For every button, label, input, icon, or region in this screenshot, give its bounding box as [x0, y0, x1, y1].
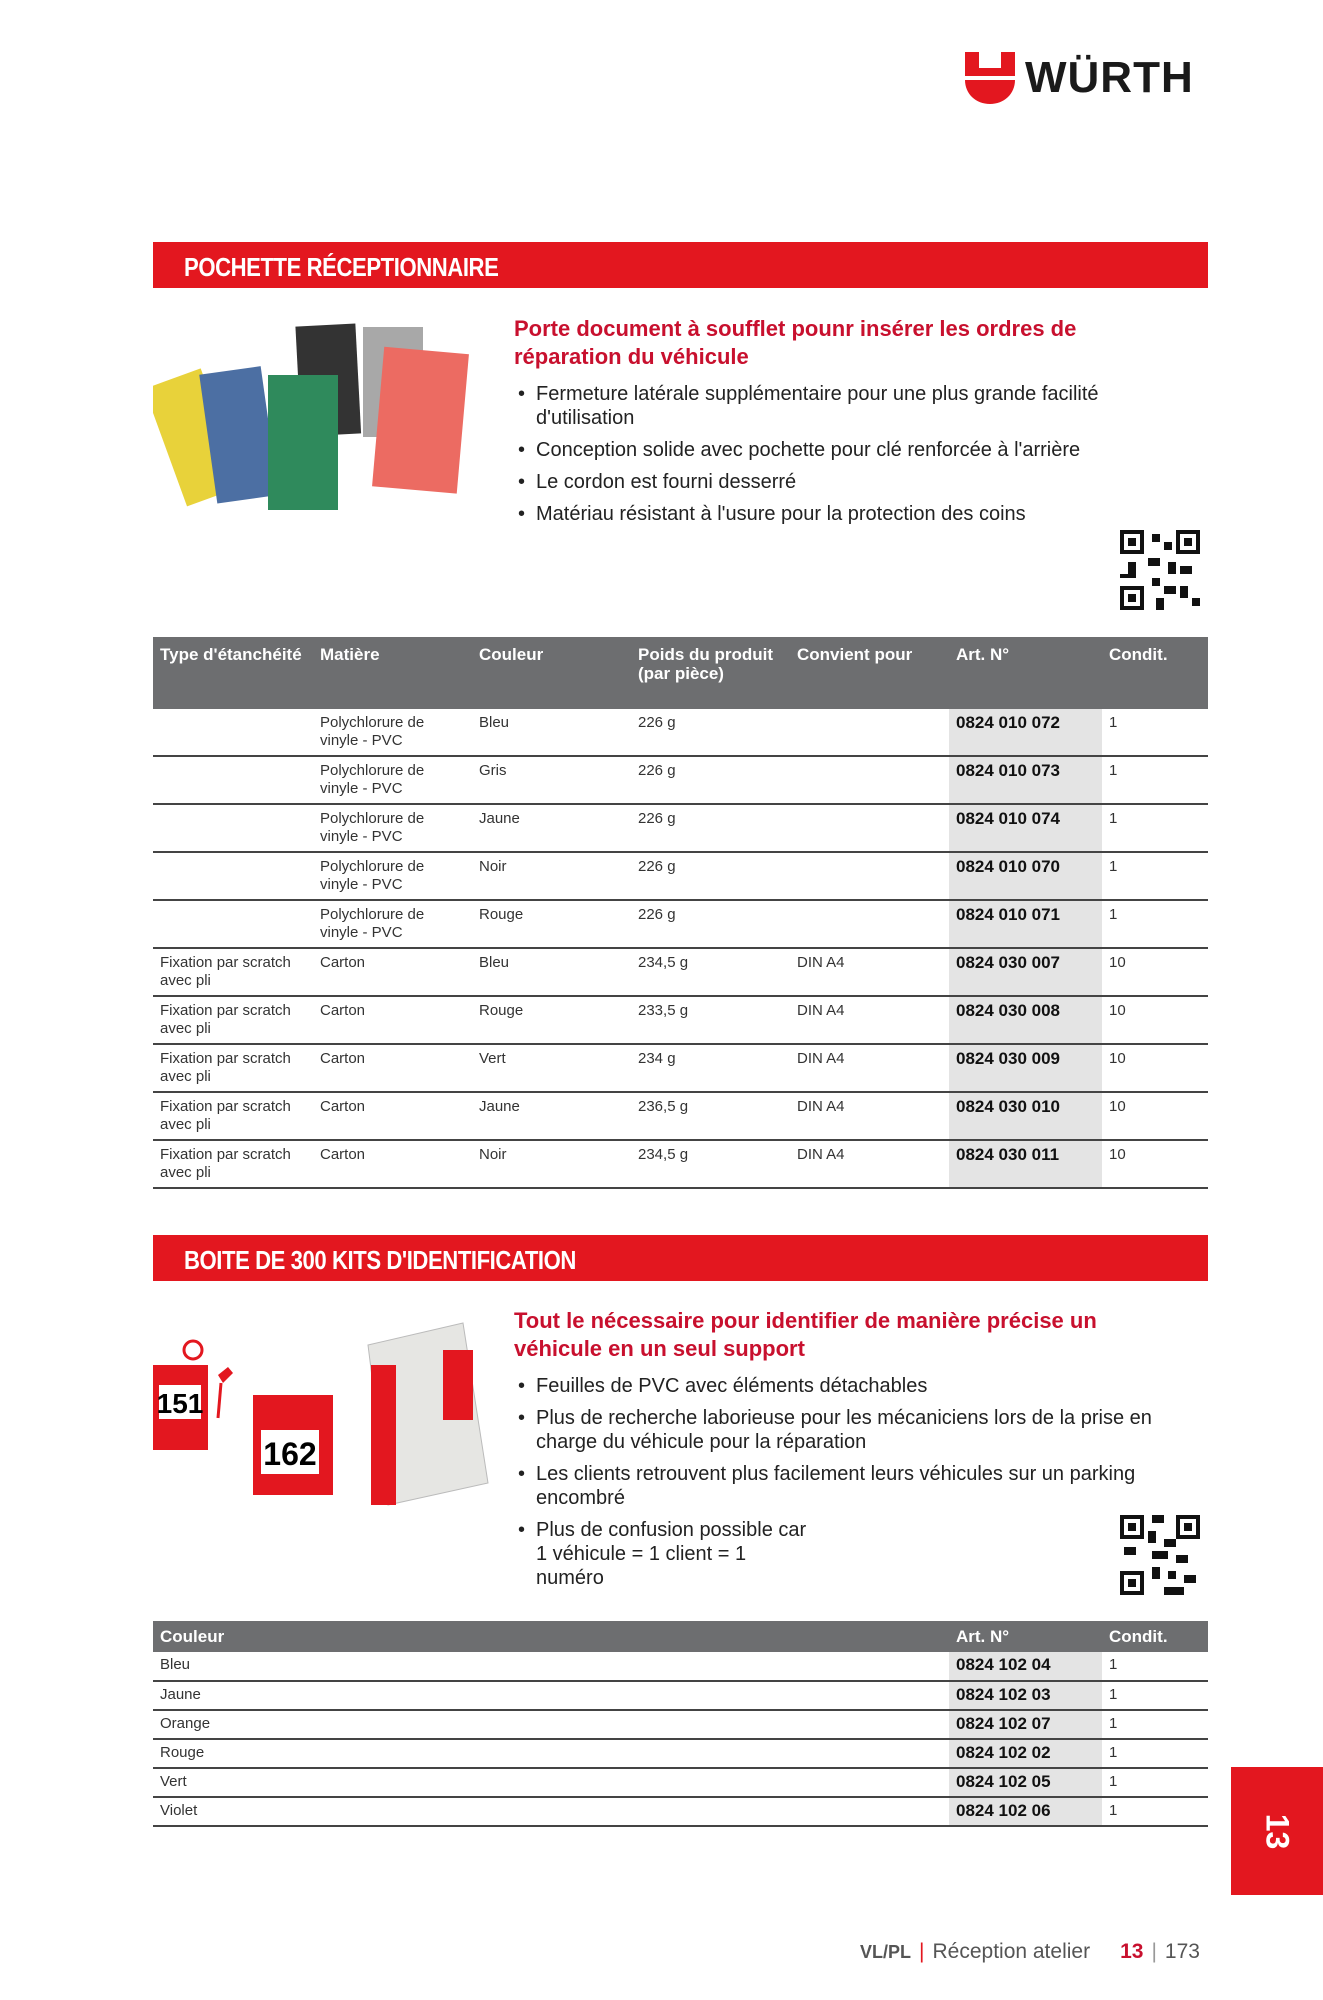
- table-cell: [790, 900, 949, 948]
- section-heading: Porte document à soufflet pounr insérer les ordres de réparation du véhicule: [514, 316, 1077, 369]
- article-number: 0824 102 03: [949, 1681, 1102, 1710]
- table-cell: Fixation par scratch avec pli: [153, 1092, 313, 1140]
- table-cell: Gris: [472, 756, 631, 804]
- table-cell: DIN A4: [790, 1044, 949, 1092]
- table-cell: 226 g: [631, 709, 790, 756]
- tag-number: 162: [263, 1436, 317, 1472]
- article-number: 0824 102 06: [949, 1797, 1102, 1826]
- table-row: [153, 1140, 1208, 1188]
- table-cell: Bleu: [472, 709, 631, 756]
- feature-item: • Plus de recherche laborieuse pour les mécaniciens lors de la prise en charge du véhicule pour la réparation: [518, 1406, 1158, 1454]
- article-number: 0824 030 011: [949, 1140, 1102, 1188]
- table-cell: 226 g: [631, 756, 790, 804]
- table-cell: [153, 900, 313, 948]
- table-cell: Jaune: [472, 1092, 631, 1140]
- table-cell: 1: [1102, 1652, 1208, 1681]
- table-cell: Fixation par scratch avec pli: [153, 1044, 313, 1092]
- table-cell: 10: [1102, 996, 1208, 1044]
- table-row: [153, 1092, 1208, 1140]
- table-cell: Fixation par scratch avec pli: [153, 948, 313, 996]
- table-cell: 10: [1102, 1044, 1208, 1092]
- feature-item: • Le cordon est fourni desserré: [518, 470, 1158, 494]
- footer-section: Réception atelier: [932, 1940, 1091, 1963]
- footer-separator: |: [919, 1940, 925, 1963]
- feature-item: • Matériau résistant à l'usure pour la protection des coins: [518, 502, 1158, 526]
- wurth-logo-mark: [965, 52, 1015, 104]
- table-cell: 234 g: [631, 1044, 790, 1092]
- table-cell: 1: [1102, 1710, 1208, 1739]
- article-number: 0824 010 073: [949, 756, 1102, 804]
- table-cell: Orange: [153, 1710, 949, 1739]
- article-number: 0824 010 072: [949, 709, 1102, 756]
- chapter-tab[interactable]: 13: [1231, 1767, 1323, 1895]
- table-cell: 10: [1102, 948, 1208, 996]
- article-number: 0824 102 07: [949, 1710, 1102, 1739]
- table-header: [153, 1621, 1208, 1652]
- column-header: Convient pour: [790, 637, 949, 709]
- table-cell: Noir: [472, 1140, 631, 1188]
- qr-code[interactable]: [1120, 1515, 1200, 1595]
- article-number: 0824 102 04: [949, 1652, 1102, 1681]
- table-cell: Jaune: [472, 804, 631, 852]
- page-footer: VL/PL | Réception atelier 13 | 173: [860, 1940, 1200, 1963]
- table-cell: DIN A4: [790, 1140, 949, 1188]
- feature-list: [518, 382, 1158, 534]
- article-number: 0824 030 008: [949, 996, 1102, 1044]
- column-header: Art. N°: [949, 1621, 1102, 1652]
- table-cell: Carton: [313, 948, 472, 996]
- table-row: [153, 1044, 1208, 1092]
- table-cell: Polychlorure de vinyle - PVC: [313, 852, 472, 900]
- table-cell: Rouge: [472, 996, 631, 1044]
- table-cell: 1: [1102, 1797, 1208, 1826]
- tag-number: 151: [156, 1388, 204, 1419]
- table-cell: 1: [1102, 756, 1208, 804]
- column-header: Poids du produit (par pièce): [631, 637, 790, 709]
- table-cell: 1: [1102, 1768, 1208, 1797]
- section-title-bar: POCHETTE RÉCEPTIONNAIRE: [153, 242, 1208, 288]
- section-heading: Tout le nécessaire pour identifier de manière précise un véhicule en un seul support: [514, 1308, 1097, 1361]
- table-cell: [153, 756, 313, 804]
- table-cell: Rouge: [153, 1739, 949, 1768]
- table-cell: [153, 852, 313, 900]
- table-cell: 1: [1102, 1681, 1208, 1710]
- table-row: [153, 1681, 1208, 1710]
- table-cell: DIN A4: [790, 1092, 949, 1140]
- table-row: [153, 709, 1208, 756]
- feature-item: • Plus de confusion possible car 1 véhicule = 1 client = 1 numéro: [518, 1518, 818, 1590]
- feature-item: • Fermeture latérale supplémentaire pour une plus grande facilité d'utilisation: [518, 382, 1158, 430]
- table-cell: [790, 804, 949, 852]
- feature-item: • Conception solide avec pochette pour clé renforcée à l'arrière: [518, 438, 1158, 462]
- table-cell: [790, 852, 949, 900]
- table-cell: Rouge: [472, 900, 631, 948]
- table-row: [153, 948, 1208, 996]
- table-cell: DIN A4: [790, 996, 949, 1044]
- article-number: 0824 030 009: [949, 1044, 1102, 1092]
- table-cell: [153, 709, 313, 756]
- article-number: 0824 102 02: [949, 1739, 1102, 1768]
- column-header: Type d'étanchéité: [153, 637, 313, 709]
- article-number: 0824 030 010: [949, 1092, 1102, 1140]
- table-cell: Polychlorure de vinyle - PVC: [313, 709, 472, 756]
- table-cell: Noir: [472, 852, 631, 900]
- column-header: Condit.: [1102, 1621, 1208, 1652]
- document-pouches-image: [153, 315, 490, 515]
- feature-list: [518, 1374, 1158, 1598]
- table-row: [153, 1797, 1208, 1826]
- article-number: 0824 010 071: [949, 900, 1102, 948]
- table-cell: 234,5 g: [631, 948, 790, 996]
- table-cell: 226 g: [631, 804, 790, 852]
- column-header: Couleur: [153, 1621, 949, 1652]
- article-number: 0824 010 070: [949, 852, 1102, 900]
- section-title-bar: BOITE DE 300 KITS D'IDENTIFICATION: [153, 1235, 1208, 1281]
- article-number: 0824 010 074: [949, 804, 1102, 852]
- table-cell: Bleu: [472, 948, 631, 996]
- table-cell: Vert: [153, 1768, 949, 1797]
- table-row: [153, 756, 1208, 804]
- table-row: [153, 900, 1208, 948]
- table-cell: Fixation par scratch avec pli: [153, 996, 313, 1044]
- article-number: 0824 102 05: [949, 1768, 1102, 1797]
- table-cell: 233,5 g: [631, 996, 790, 1044]
- table-cell: 234,5 g: [631, 1140, 790, 1188]
- column-header: Art. N°: [949, 637, 1102, 709]
- table-cell: Jaune: [153, 1681, 949, 1710]
- table-cell: 10: [1102, 1092, 1208, 1140]
- table-cell: Carton: [313, 1140, 472, 1188]
- column-header: Condit.: [1102, 637, 1208, 709]
- table-cell: [790, 756, 949, 804]
- feature-item: • Feuilles de PVC avec éléments détachables: [518, 1374, 1158, 1398]
- pochette-table: [153, 637, 1208, 1189]
- table-header: [153, 637, 1208, 709]
- table-cell: Vert: [472, 1044, 631, 1092]
- table-cell: 1: [1102, 852, 1208, 900]
- table-cell: Fixation par scratch avec pli: [153, 1140, 313, 1188]
- table-cell: 1: [1102, 900, 1208, 948]
- table-cell: Carton: [313, 1044, 472, 1092]
- table-cell: Polychlorure de vinyle - PVC: [313, 804, 472, 852]
- kit-table: [153, 1621, 1208, 1827]
- table-cell: 226 g: [631, 852, 790, 900]
- table-row: [153, 804, 1208, 852]
- column-header: Couleur: [472, 637, 631, 709]
- table-cell: [153, 804, 313, 852]
- article-number: 0824 030 007: [949, 948, 1102, 996]
- table-cell: Violet: [153, 1797, 949, 1826]
- column-header: Matière: [313, 637, 472, 709]
- table-row: [153, 1739, 1208, 1768]
- table-cell: 10: [1102, 1140, 1208, 1188]
- wurth-logo: WÜRTH: [965, 52, 1194, 104]
- table-cell: [790, 709, 949, 756]
- table-cell: 1: [1102, 709, 1208, 756]
- qr-code[interactable]: [1120, 530, 1200, 610]
- table-row: [153, 852, 1208, 900]
- table-row: [153, 996, 1208, 1044]
- table-row: [153, 1652, 1208, 1681]
- table-cell: 1: [1102, 1739, 1208, 1768]
- feature-item: • Les clients retrouvent plus facilement leurs véhicules sur un parking encombré: [518, 1462, 1148, 1510]
- table-cell: Bleu: [153, 1652, 949, 1681]
- table-cell: Carton: [313, 1092, 472, 1140]
- table-cell: DIN A4: [790, 948, 949, 996]
- page-number: 173: [1164, 1940, 1200, 1963]
- footer-chapter: 13: [1120, 1940, 1144, 1963]
- footer-category: VL/PL: [860, 1942, 912, 1962]
- table-cell: 236,5 g: [631, 1092, 790, 1140]
- table-row: [153, 1710, 1208, 1739]
- table-cell: 1: [1102, 804, 1208, 852]
- table-row: [153, 1768, 1208, 1797]
- identification-kit-image: [153, 1305, 490, 1520]
- table-cell: 226 g: [631, 900, 790, 948]
- table-cell: Polychlorure de vinyle - PVC: [313, 900, 472, 948]
- table-cell: Carton: [313, 996, 472, 1044]
- table-cell: Polychlorure de vinyle - PVC: [313, 756, 472, 804]
